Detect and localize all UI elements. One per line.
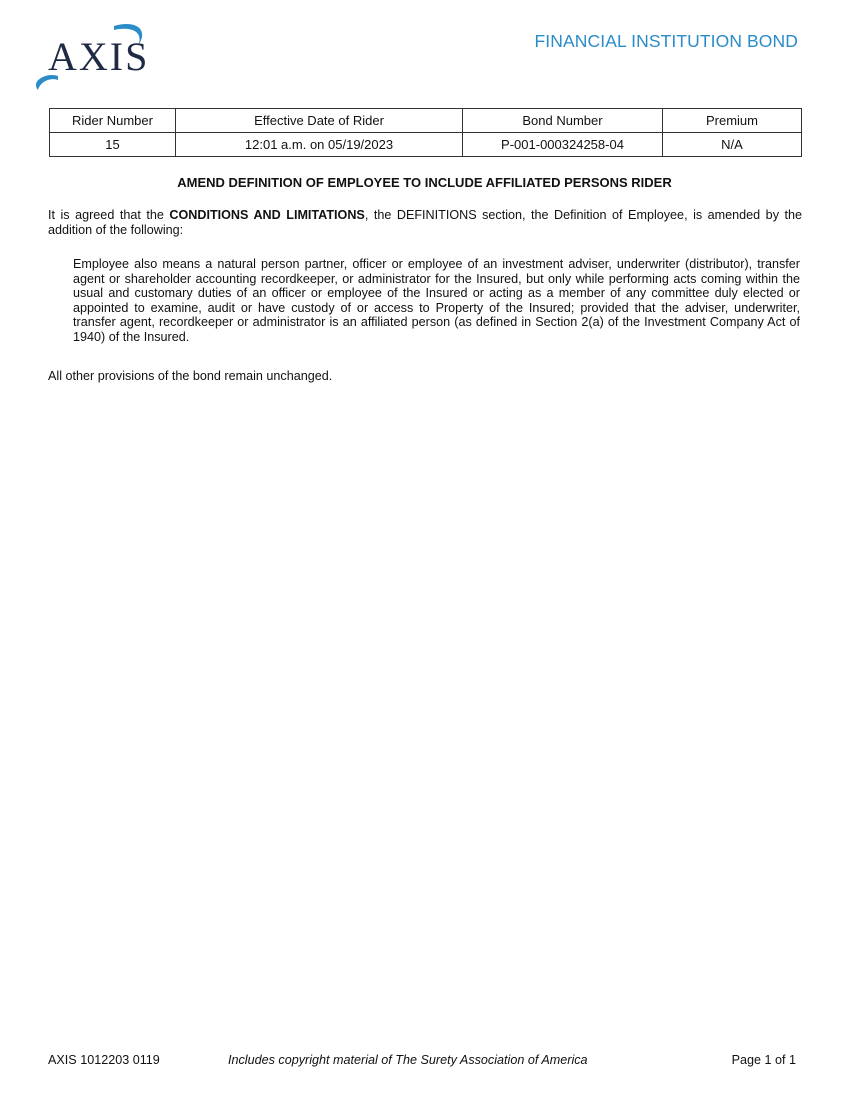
document-title: FINANCIAL INSTITUTION BOND xyxy=(534,31,798,51)
premium-value: N/A xyxy=(663,133,802,157)
employee-definition-paragraph: Employee also means a natural person partner, officer or employee of an investment adviser, underwriter (distributor), transfer agent or shareholder accounting recordkeeper, or administrator for the Insured, but only while performing acts coming within the usual and customary duties of an officer or employee of the Insured or acting as a member of any committee duly elected or appointed to examine, audit or have custody of or access to Property of the Insured; provided that the adviser, underwriter, transfer agent, recordkeeper or administrator is an affiliated person (as defined in Section 2(a) of the Investment Company Act of 1940) of the Insured. xyxy=(73,257,800,344)
closing-paragraph: All other provisions of the bond remain unchanged. xyxy=(48,369,333,383)
logo-text: AXIS xyxy=(48,34,150,79)
col-rider-number: Rider Number xyxy=(50,109,176,133)
axis-logo xyxy=(28,20,150,96)
intro-paragraph xyxy=(48,208,802,237)
bond-number-value: P-001-000324258-04 xyxy=(463,133,663,157)
page-number: Page 1 of 1 xyxy=(731,1053,796,1067)
intro-text-end: , the DEFINITIONS section, the Definition of Employee, is amended by the addition of the following: xyxy=(48,208,803,237)
intro-text-bold: CONDITIONS AND LIMITATIONS xyxy=(169,208,365,222)
rider-number-value: 15 xyxy=(50,133,176,157)
col-effective-date: Effective Date of Rider xyxy=(176,109,463,133)
col-bond-number: Bond Number xyxy=(463,109,663,133)
rider-table-row xyxy=(50,133,802,157)
intro-text-start: It is agreed that the xyxy=(48,208,170,222)
effective-date-value: 12:01 a.m. on 05/19/2023 xyxy=(176,133,463,157)
rider-heading: AMEND DEFINITION OF EMPLOYEE TO INCLUDE AFFILIATED PERSONS RIDER xyxy=(177,175,672,190)
copyright-notice: Includes copyright material of The Surety Association of America xyxy=(228,1053,588,1067)
rider-table-header-row xyxy=(50,109,802,133)
rider-table xyxy=(49,108,802,157)
form-number: AXIS 1012203 0119 xyxy=(48,1053,160,1067)
col-premium: Premium xyxy=(663,109,802,133)
